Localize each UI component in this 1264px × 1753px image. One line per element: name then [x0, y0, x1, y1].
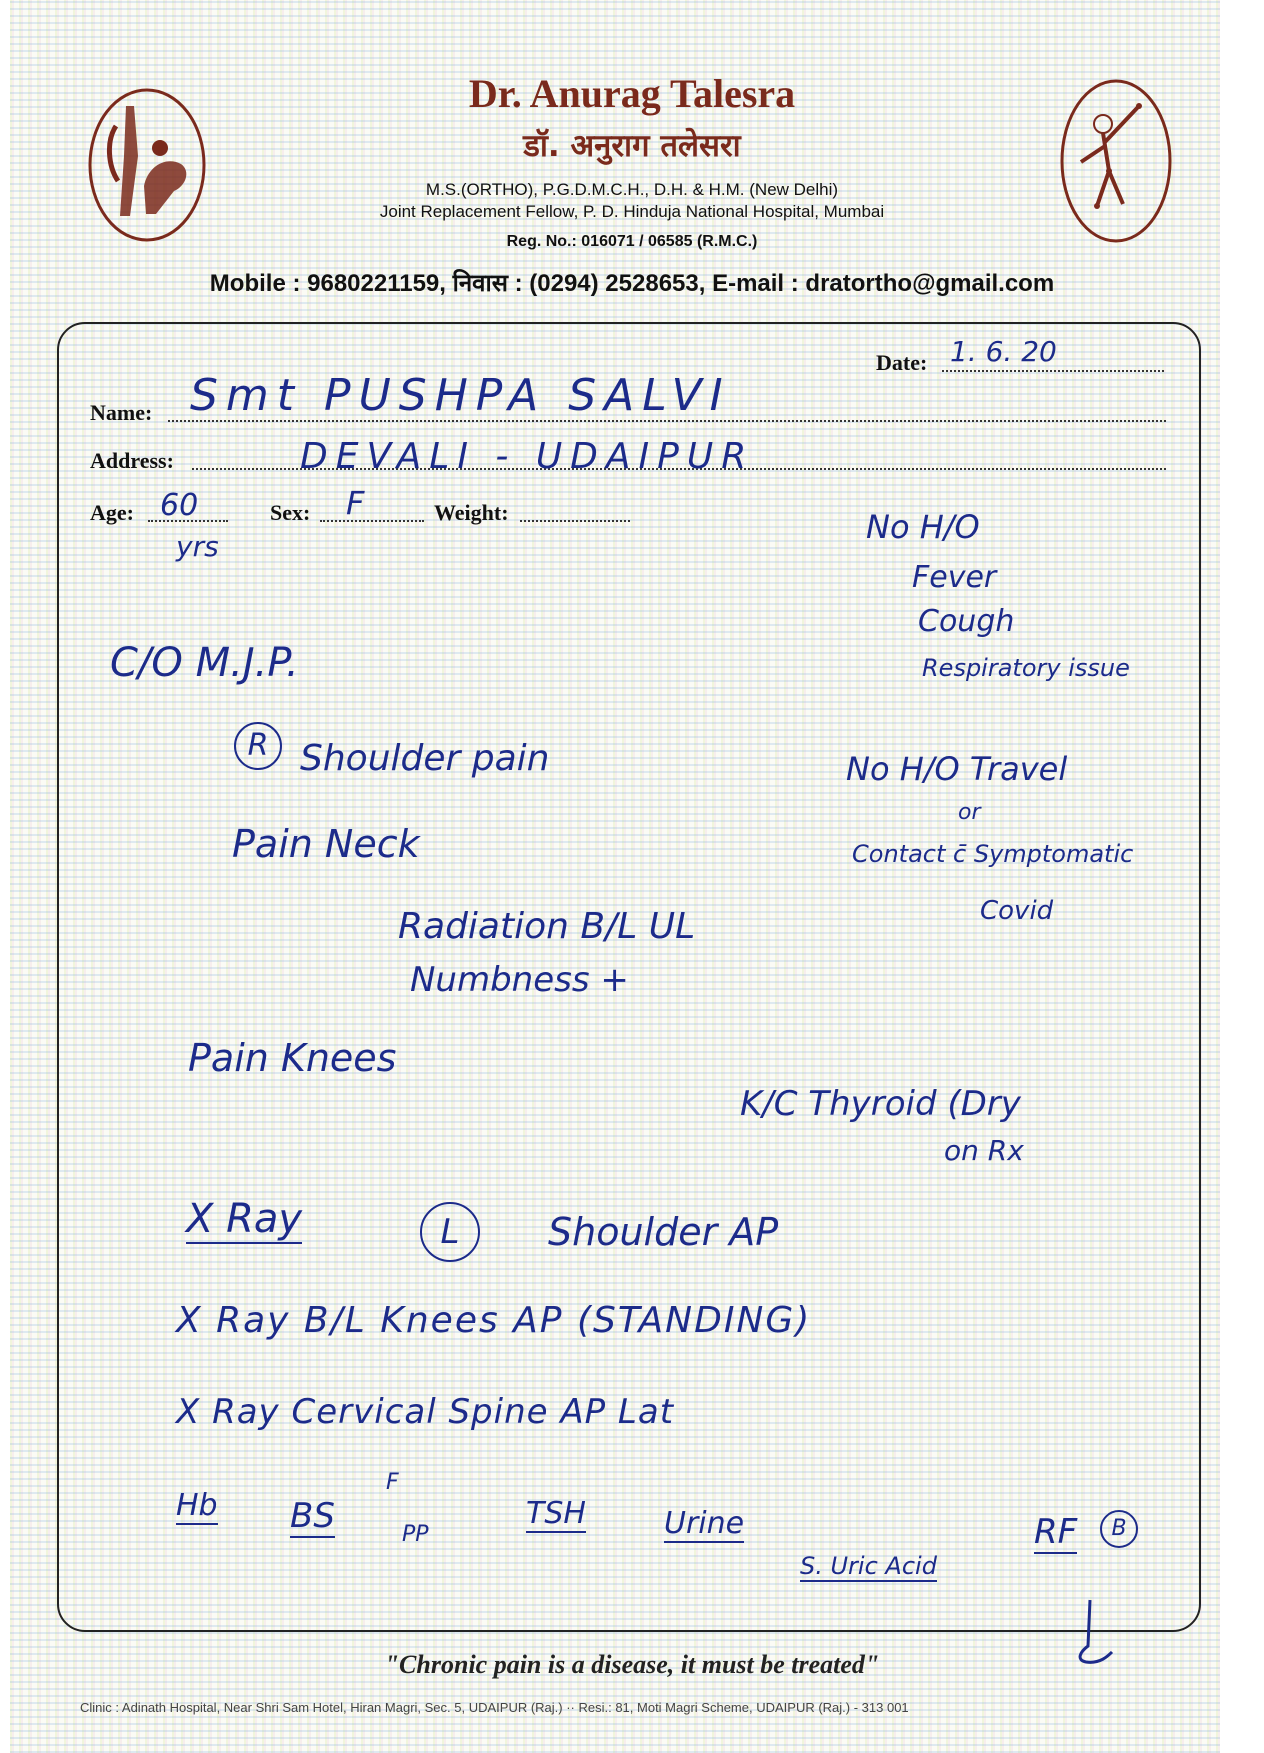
history-line-4: Respiratory issue [922, 654, 1130, 682]
history-line-6: or [958, 800, 981, 825]
investigation-rf: RF [1034, 1512, 1078, 1552]
history-line-7: Contact c̄ Symptomatic [852, 840, 1134, 868]
footer-address: Clinic : Adinath Hospital, Near Shri Sam Hotel, Hiran Magri, Sec. 5, UDAIPUR (Raj.) ·· Resi.: 81, Moti Magri Scheme, UDAIPUR (Raj.) - 313 001 [80, 1700, 909, 1715]
investigation-line-1: X Ray [186, 1196, 303, 1242]
sex-line [320, 520, 424, 522]
investigation-urine: Urine [664, 1506, 745, 1541]
investigation-line-3: X Ray Cervical Spine AP Lat [176, 1392, 675, 1432]
history-line-1: No H/O [866, 508, 980, 546]
complaint-line-3: Pain Neck [232, 822, 420, 866]
investigation-hb: Hb [176, 1488, 218, 1523]
qualification-line-2: Joint Replacement Fellow, P. D. Hinduja National Hospital, Mumbai [379, 202, 885, 221]
age-unit-note: yrs [176, 530, 219, 563]
investigation-tsh: TSH [526, 1496, 586, 1531]
date-label: Date: [876, 350, 928, 375]
date-line [942, 370, 1164, 372]
footer-quote: "Chronic pain is a disease, it must be treated" [384, 1650, 880, 1679]
age-label: Age: [90, 500, 134, 525]
prescription-frame [57, 322, 1201, 1632]
date-value: 1. 6. 20 [950, 335, 1057, 368]
investigation-bs-pp: PP [402, 1522, 429, 1547]
investigation-uric-acid: S. Uric Acid [800, 1552, 937, 1580]
contact-details: Mobile : 9680221159, निवास : (0294) 2528653, E-mail : dratortho@gmail.com [209, 270, 1055, 297]
investigation-side-circle: L [420, 1202, 480, 1262]
complaint-line-2: Shoulder pain [300, 738, 550, 779]
investigation-bs: BS [290, 1496, 335, 1536]
doctor-name: Dr. Anurag Talesra [468, 71, 796, 116]
weight-line [520, 520, 630, 522]
complaint-line-1: C/O M.J.P. [110, 640, 299, 686]
address-label: Address: [90, 448, 174, 473]
patient-address: DEVALI - UDAIPUR [300, 436, 755, 477]
doctor-name-hindi: डॉ. अनुराग तलेसरा [523, 128, 741, 164]
history-line-10: on Rx [944, 1134, 1024, 1167]
investigation-line-2: X Ray B/L Knees AP (STANDING) [176, 1300, 812, 1341]
patient-name: Smt PUSHPA SALVI [190, 370, 731, 421]
history-line-8: Covid [980, 896, 1054, 926]
complaint-line-6: Pain Knees [188, 1036, 397, 1080]
complaint-side-circle: R [234, 722, 282, 770]
history-line-2: Fever [912, 560, 997, 595]
name-label: Name: [90, 400, 153, 425]
investigation-rf-circle: B [1100, 1510, 1138, 1548]
investigation-line-1b: Shoulder AP [548, 1210, 779, 1254]
sex-label: Sex: [270, 500, 311, 525]
patient-age: 60 [160, 488, 199, 523]
investigation-bs-f: F [386, 1470, 399, 1495]
qualification-line-1: M.S.(ORTHO), P.G.D.M.C.H., D.H. & H.M. (New Delhi) [425, 180, 839, 199]
complaint-line-4: Radiation B/L UL [398, 906, 696, 947]
weight-label: Weight: [434, 500, 509, 525]
registration-number: Reg. No.: 016071 / 06585 (R.M.C.) [506, 233, 758, 250]
patient-sex: F [346, 484, 365, 522]
history-line-3: Cough [918, 604, 1015, 639]
history-line-9: K/C Thyroid (Dry [740, 1084, 1021, 1124]
complaint-line-5: Numbness + [410, 960, 629, 1000]
history-line-5: No H/O Travel [846, 750, 1068, 788]
